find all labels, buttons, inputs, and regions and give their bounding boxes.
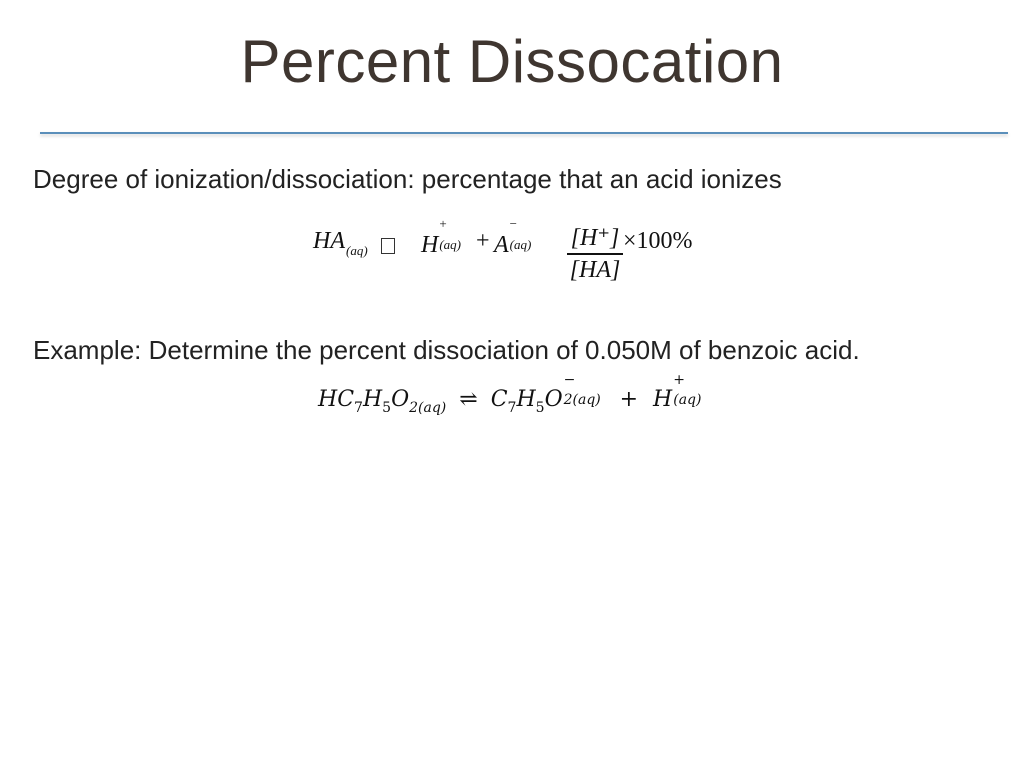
eq2-p-o-sub: 2(aq) [563,392,601,408]
product2-charge: − [509,216,518,231]
product1-state: (aq) [439,237,462,252]
eq2-p-h-count: 5 [535,400,545,416]
percent-multiplier: ×100% [623,228,693,254]
plus-sign: + [476,228,490,254]
product1-charge: + [439,216,447,231]
eq2-p-c-count: 7 [507,400,517,416]
eq2-p-c: C [490,387,508,412]
product2-symbol: A [494,232,509,258]
percent-fraction [567,224,623,284]
intro-text: Degree of ionization/dissociation: percentage that an acid ionizes [33,164,782,194]
eq2-r-h2-count: 5 [382,400,392,416]
eq2-plus: + [619,387,639,412]
eq2-p2-h: H [653,387,673,412]
eq2-p-h: H [516,387,536,412]
example-text: Example: Determine the percent dissociation of 0.050M of benzoic acid. [33,335,860,365]
eq2-p-o: O [544,387,563,412]
product1-symbol: H [421,232,439,258]
eq2-p2-charge: + [673,372,685,388]
fraction-bar [567,253,623,255]
eq2-r-o: O [391,387,410,412]
eq2-r-h: H [318,387,338,412]
eq2-r-c: C [337,387,355,412]
title-divider [40,132,1008,134]
product-a-minus [494,216,539,259]
fraction-denominator: [HA] [569,256,621,283]
eq2-p2-state: (aq) [673,392,702,408]
eq2-r-o-sub: 2(aq) [409,400,447,416]
benzoic-acid-equation [318,372,708,416]
eq2-r-c-count: 7 [354,400,363,416]
equilibrium-arrow-placeholder-icon [381,232,395,259]
reactant-state: (aq) [346,243,368,258]
fraction-numerator: [H⁺] [570,225,620,251]
equilibrium-arrow-icon: ⇌ [459,387,478,412]
eq2-r-h2: H [362,387,383,412]
reactant-ha [313,228,368,258]
reactant-symbol: HA [313,228,345,254]
product-h-plus [421,216,468,259]
slide-title: Percent Dissocation [240,28,784,95]
product2-state: (aq) [509,237,532,252]
eq2-p-o-charge: − [563,372,576,388]
